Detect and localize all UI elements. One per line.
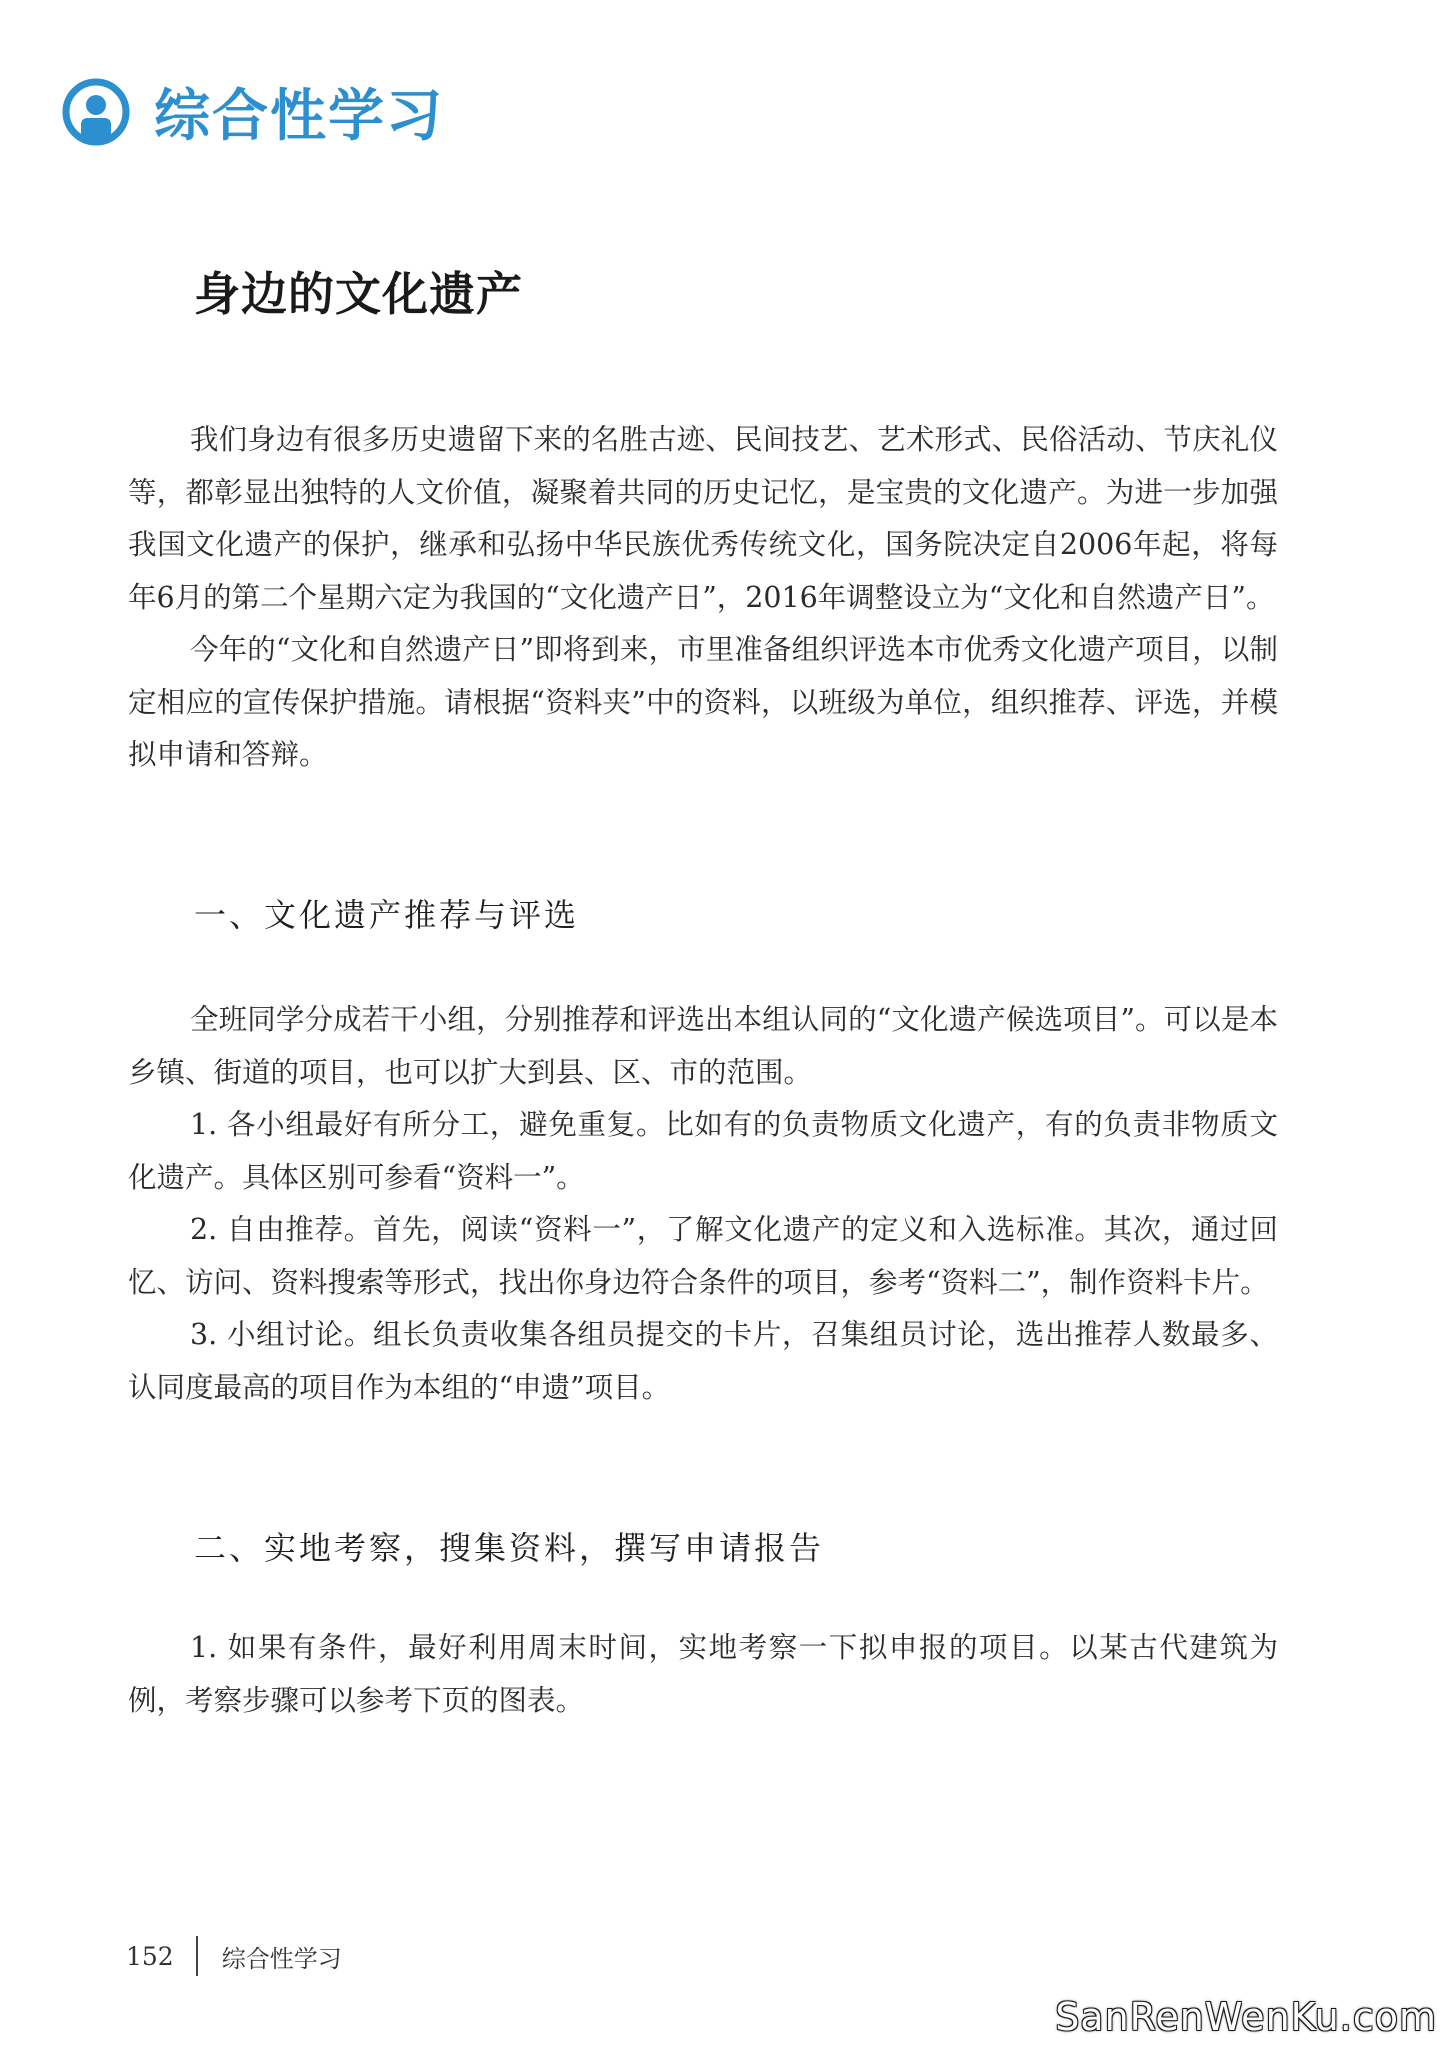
lesson-title: 身边的文化遗产 <box>194 267 523 321</box>
section-heading-1: 一、文化遗产推荐与评选 <box>194 896 580 934</box>
footer-divider <box>196 1936 198 1976</box>
section-2-text <box>128 1622 1278 1727</box>
person-icon <box>62 78 130 146</box>
section-header <box>62 72 444 152</box>
section-2-paragraph-1: 1. 如果有条件，最好利用周末时间，实地考察一下拟申报的项目。以某古代建筑为例，考察步骤可以参考下页的图表。 <box>128 1631 1278 1717</box>
section-1-paragraph-4: 3. 小组讨论。组长负责收集各组员提交的卡片，召集组员讨论，选出推荐人数最多、认同度最高的项目作为本组的“申遗”项目。 <box>128 1318 1278 1404</box>
section-heading-2: 二、实地考察，搜集资料，撰写申请报告 <box>194 1529 825 1567</box>
footer-section-name: 综合性学习 <box>221 1944 342 1973</box>
intro-paragraph-1: 我们身边有很多历史遗留下来的名胜古迹、民间技艺、艺术形式、民俗活动、节庆礼仪等，都彰显出独特的人文价值，凝聚着共同的历史记忆，是宝贵的文化遗产。为进一步加强我国文化遗产的保护，继承和弘扬中华民族优秀传统文化，国务院决定自2006年起，将每年6月的第二个星期六定为我国的“文化遗产日”，2016年调整设立为“文化和自然遗产日”。 <box>128 423 1278 614</box>
intro-paragraph-2: 今年的“文化和自然遗产日”即将到来，市里准备组织评选本市优秀文化遗产项目，以制定相应的宣传保护措施。请根据“资料夹”中的资料，以班级为单位，组织推荐、评选，并模拟申请和答辩。 <box>128 633 1278 771</box>
intro-text <box>128 414 1278 782</box>
watermark: SanRenWenKu.com <box>1055 1995 1437 2039</box>
page-number: 152 <box>126 1941 174 1971</box>
page-footer <box>126 1936 342 1976</box>
section-1-paragraph-3: 2. 自由推荐。首先，阅读“资料一”，了解文化遗产的定义和入选标准。其次，通过回忆、访问、资料搜索等形式，找出你身边符合条件的项目，参考“资料二”，制作资料卡片。 <box>128 1213 1278 1299</box>
section-title: 综合性学习 <box>154 84 444 149</box>
section-1-paragraph-1: 全班同学分成若干小组，分别推荐和评选出本组认同的“文化遗产候选项目”。可以是本乡镇、街道的项目，也可以扩大到县、区、市的范围。 <box>128 1003 1278 1089</box>
section-1-paragraph-2: 1. 各小组最好有所分工，避免重复。比如有的负责物质文化遗产，有的负责非物质文化遗产。具体区别可参看“资料一”。 <box>128 1108 1278 1194</box>
section-1-text <box>128 994 1278 1414</box>
